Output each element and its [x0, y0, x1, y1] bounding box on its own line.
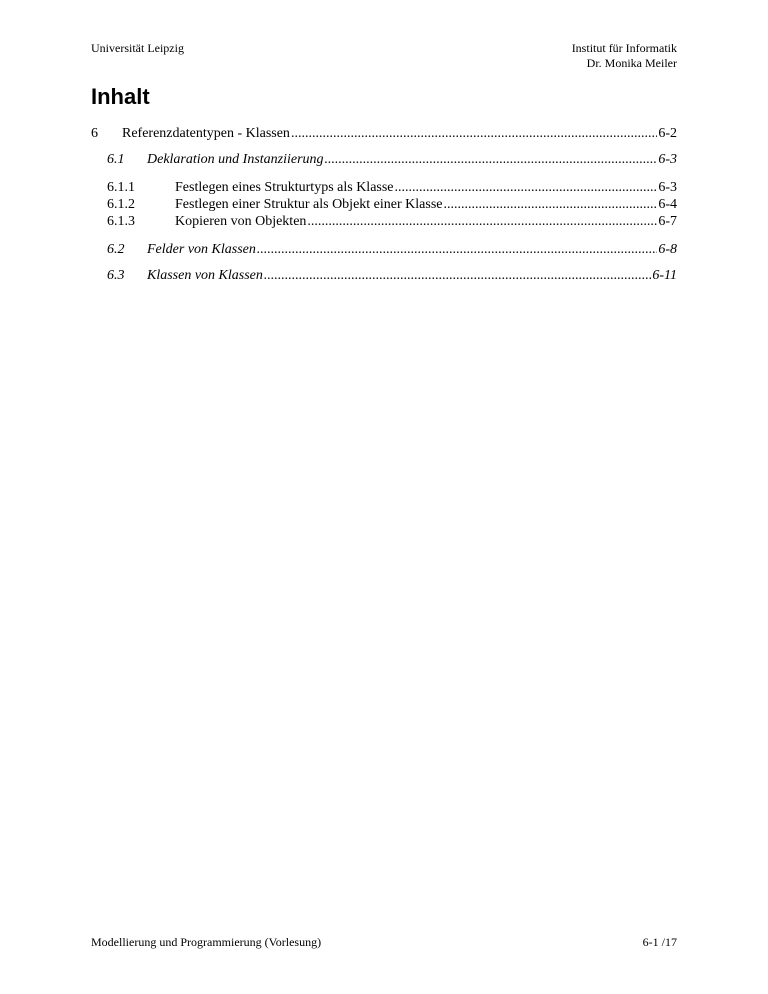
toc-entry-6-1-2[interactable] — [91, 197, 677, 214]
header-university: Universität Leipzig — [91, 41, 184, 55]
toc-title: Festlegen eines Strukturtyps als Klasse — [175, 180, 394, 195]
toc-title: Felder von Klassen — [147, 242, 256, 257]
toc-number: 6 — [91, 126, 98, 141]
toc-page-number: 6-7 — [658, 214, 677, 229]
toc-leader — [325, 152, 658, 168]
toc-page-number: 6-8 — [658, 242, 677, 257]
toc-entry-6-2[interactable] — [91, 242, 677, 259]
toc-title: Deklaration und Instanziierung — [147, 152, 324, 167]
toc-entry-6[interactable] — [91, 126, 677, 143]
toc-page-number: 6-3 — [658, 152, 677, 167]
toc-number: 6.3 — [107, 268, 125, 283]
toc-page-number: 6-11 — [652, 268, 677, 283]
toc-entry-6-1-1[interactable] — [91, 180, 677, 197]
toc-entry-6-1-3[interactable] — [91, 214, 677, 231]
toc-title: Festlegen einer Struktur als Objekt einer Klasse — [175, 197, 443, 212]
toc-title: Klassen von Klassen — [147, 268, 263, 283]
toc-leader — [443, 197, 657, 213]
toc-number: 6.1 — [107, 152, 125, 167]
table-of-contents — [91, 126, 677, 285]
header-institute — [572, 41, 677, 71]
toc-leader — [264, 268, 651, 284]
toc-leader — [257, 242, 657, 258]
toc-number: 6.1.2 — [107, 197, 135, 212]
toc-page-number: 6-4 — [658, 197, 677, 212]
toc-leader — [395, 180, 658, 196]
toc-leader — [307, 214, 657, 230]
toc-entry-6-1[interactable] — [91, 152, 677, 169]
toc-leader — [291, 126, 657, 142]
toc-entry-6-3[interactable] — [91, 268, 677, 285]
toc-number: 6.1.3 — [107, 214, 135, 229]
page-title: Inhalt — [91, 84, 150, 109]
toc-page-number: 6-3 — [658, 180, 677, 195]
toc-page-number: 6-2 — [658, 126, 677, 141]
header-author: Dr. Monika Meiler — [586, 56, 677, 70]
header-institute-name: Institut für Informatik — [571, 41, 677, 55]
toc-number: 6.1.1 — [107, 180, 135, 195]
footer-page-number: 6-1 /17 — [642, 935, 677, 949]
footer-course: Modellierung und Programmierung (Vorlesung) — [91, 935, 322, 949]
toc-title: Referenzdatentypen - Klassen — [122, 126, 290, 141]
toc-number: 6.2 — [107, 242, 125, 257]
toc-title: Kopieren von Objekten — [175, 214, 307, 229]
